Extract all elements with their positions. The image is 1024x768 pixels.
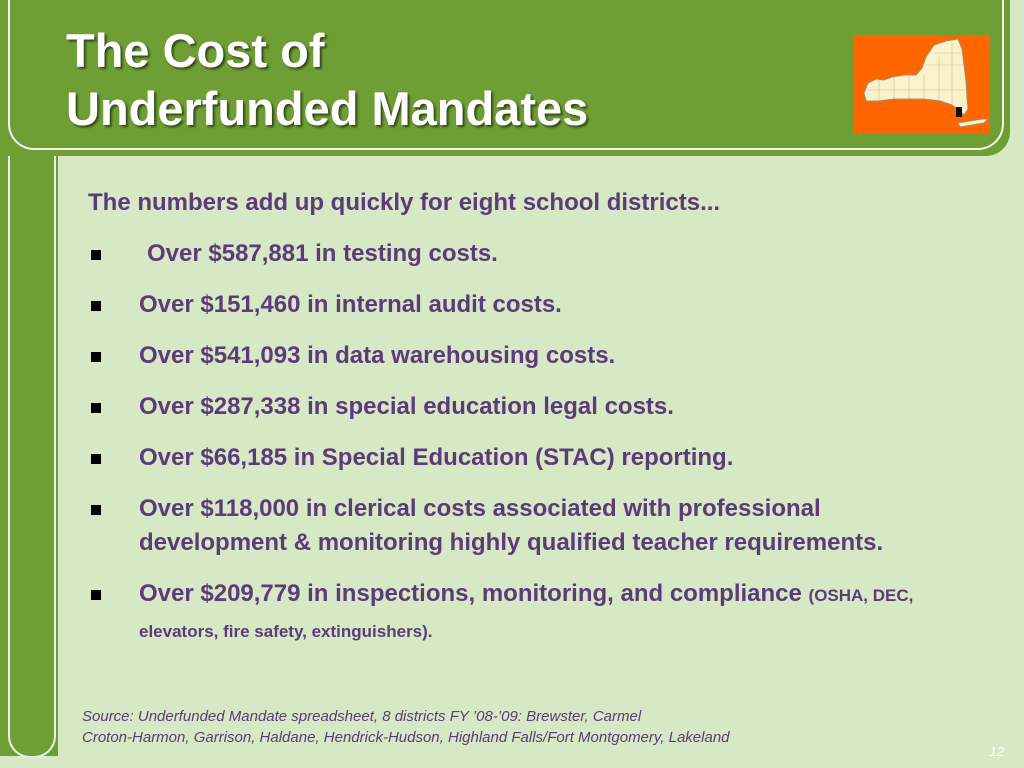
source-line-1: Source: Underfunded Mandate spreadsheet, 8 districts FY ’08-’09: Brewster, Carmel xyxy=(82,708,642,725)
list-item xyxy=(88,390,918,424)
square-bullet-icon xyxy=(91,505,101,515)
list-item-text: Over $209,779 in inspections, monitoring, and compliance xyxy=(139,580,802,607)
page-number: 12 xyxy=(989,744,1004,759)
intro-text: The numbers add up quickly for eight school districts... xyxy=(88,189,721,216)
list-item-text: Over $66,185 in Special Education (STAC) reporting. xyxy=(139,444,734,471)
list-item-text: Over $118,000 in clerical costs associated with professional development & monitoring highly qualified teacher requirements. xyxy=(139,495,884,556)
list-item xyxy=(88,237,918,271)
square-bullet-icon xyxy=(91,352,101,362)
square-bullet-icon xyxy=(91,301,101,311)
source-citation xyxy=(82,706,730,748)
square-bullet-icon xyxy=(91,590,101,600)
new-york-state-map-icon xyxy=(854,35,990,133)
list-item-text: Over $587,881 in testing costs. xyxy=(147,240,498,267)
state-outline xyxy=(864,39,968,115)
title-line-2: Underfunded Mandates xyxy=(66,82,589,135)
list-item xyxy=(88,577,918,649)
source-line-2: Croton-Harmon, Garrison, Haldane, Hendrick-Hudson, Highland Falls/Fort Montgomery, Lakeland xyxy=(82,729,730,746)
cost-list xyxy=(88,237,918,666)
list-item xyxy=(88,288,918,322)
square-bullet-icon xyxy=(91,454,101,464)
list-item xyxy=(88,492,918,560)
list-item xyxy=(88,339,918,373)
list-item-text: Over $287,338 in special education legal costs. xyxy=(139,393,674,420)
list-item-text: Over $541,093 in data warehousing costs. xyxy=(139,342,616,369)
square-bullet-icon xyxy=(91,250,101,260)
list-item xyxy=(88,441,918,475)
square-bullet-icon xyxy=(91,403,101,413)
list-item-note: (OSHA, DEC, elevators, fire safety, extinguishers). xyxy=(139,586,914,641)
title-line-1: The Cost of xyxy=(66,24,325,77)
highlighted-region xyxy=(956,107,962,117)
left-strip-outline xyxy=(8,120,56,758)
long-island xyxy=(958,119,988,127)
new-york-map-graphic xyxy=(854,35,990,133)
list-item-text: Over $151,460 in internal audit costs. xyxy=(139,291,562,318)
slide-title xyxy=(66,22,588,138)
